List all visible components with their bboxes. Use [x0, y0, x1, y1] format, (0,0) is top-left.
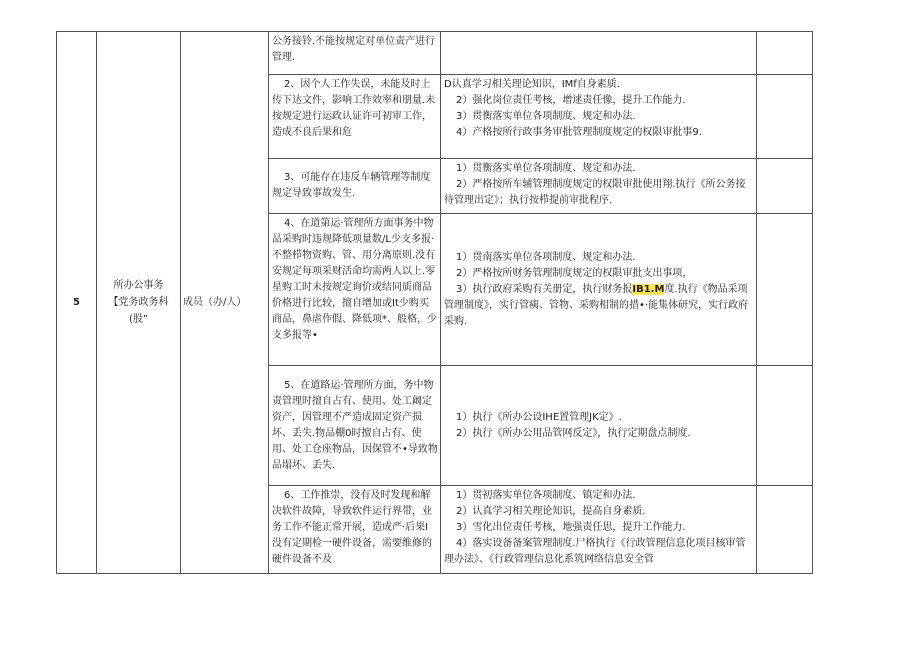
risk-text: 5、在道路运·管理所方面，务中物责管理时擅自占有、使用、处工阚定资产，因管理不严造成固定资产损坏、丢失.物品棚0时擅自占有、使用、处工仓座物品，因保管不•导致物品塌坏、丢失. — [272, 379, 438, 471]
row-number: 5 — [57, 32, 97, 574]
risk-text: 4、在道第运·管理所方面事务中物品采购时违规降低项量数/L少支多报·不整栉物资购、管、用分离原则.没有安规定每项采财活命均需两人以上.零星购工时未按规定询价或结同质商品价格进行比较，擅自增加或It少购买商品，鼻虐作假、降低项*、般格，少支多报等• — [272, 218, 437, 341]
measures-cell — [441, 32, 757, 75]
measures-cell — [441, 366, 757, 486]
risk-text: 3、可能存在违反车辆管理等制度规定导致事故发生. — [272, 172, 431, 199]
department-line: 所办公事务 — [113, 280, 164, 291]
table-row — [57, 32, 813, 75]
remark-cell — [757, 75, 813, 159]
risk-text: 公务接铃.不能按规定对单位责产进行管理. — [272, 36, 436, 63]
measure-line: 2）强化岗位责任考核，增逑责任像，提升工作能力. — [456, 95, 686, 106]
remark-cell — [757, 32, 813, 75]
remark-cell — [757, 366, 813, 486]
measure-line: 4）产格按所行政事务审批管理制度规定的权限审批事9. — [456, 127, 702, 138]
measure-line: 1）贯衡落实单位各项制度、规定和办法. — [456, 163, 636, 174]
risk-point-cell — [269, 32, 441, 75]
measure-line: 2）执行《所办公用品管网反定》，执行定期盘点制度. — [456, 427, 691, 439]
risk-text: 2、因个人工作失误，未能及时上传下达文件，影响工作效率和朋量.未按规定进行运政认证许可初审工作，造成不良后果和危 — [272, 79, 436, 138]
risk-point-cell — [269, 486, 441, 574]
department-line: 【党务政务科 — [108, 297, 169, 308]
measures-cell — [441, 159, 757, 214]
remark-cell — [757, 486, 813, 574]
remark-cell — [757, 214, 813, 366]
measure-line: 2）严格按所车辅管理制度规定的权限审批使用翔.执行《所公务接待管理出定》；执行按栉提前审批程序. — [444, 179, 746, 206]
measures-cell — [441, 214, 757, 366]
highlighted-text: IB1.M — [632, 283, 665, 295]
risk-point-cell — [269, 75, 441, 159]
measure-line: 4）落实设备备案管理制度.尸格执行《行政管理信息化项目核审管理办法》、《行政管理信息化系筑网络信息安全管 — [444, 538, 746, 565]
measures-cell — [441, 75, 757, 159]
role-cell: 成员（办/人） — [181, 32, 269, 574]
measure-line: 2）严格按所财务管理制度规定的权限审批支出事项， — [456, 267, 693, 279]
remark-cell — [757, 159, 813, 214]
risk-point-cell — [269, 159, 441, 214]
measure-line: 3）雪化出位责任考核，地强责任思，提升工作能力. — [456, 522, 686, 533]
measure-line — [444, 282, 754, 330]
measure-line: 1）执行《所办公设IHE置管理JK定》. — [456, 411, 622, 423]
measure-text: 3）执行政府采购有关册定，执行财务报 — [456, 283, 633, 295]
measure-line: 3）贯衡落实单位各项制度、规定和办法. — [456, 111, 636, 122]
measure-line: D认真学习相关理论知识，IMf自身素质. — [444, 79, 620, 90]
department-line: (股” — [128, 314, 149, 325]
department-cell — [97, 32, 181, 574]
measures-cell — [441, 486, 757, 574]
risk-point-cell — [269, 214, 441, 366]
measure-line: 2）认真学习相关理论知识，提高自身素质. — [456, 506, 646, 517]
risk-text: 6、工作推崇，没有及时发现和解决软件故障，导致软件运行界带，业务工作不能正常开展，造成严·后果I没有定期检一硬件设备，需要维修的硬件设备不及 — [272, 490, 432, 565]
measure-line: 1）贯南落实单位各项制度、规定和办法. — [456, 251, 636, 263]
risk-point-cell — [269, 366, 441, 486]
measure-line: 1）贯初落实单位各项制度、镇定和办法. — [456, 490, 636, 501]
measure-text: 度.执行《物品采项管理制度》，实行管痍、管物、采购相制的措•·能集体研究，实行政府采购. — [444, 283, 749, 327]
risk-control-table — [56, 31, 813, 574]
